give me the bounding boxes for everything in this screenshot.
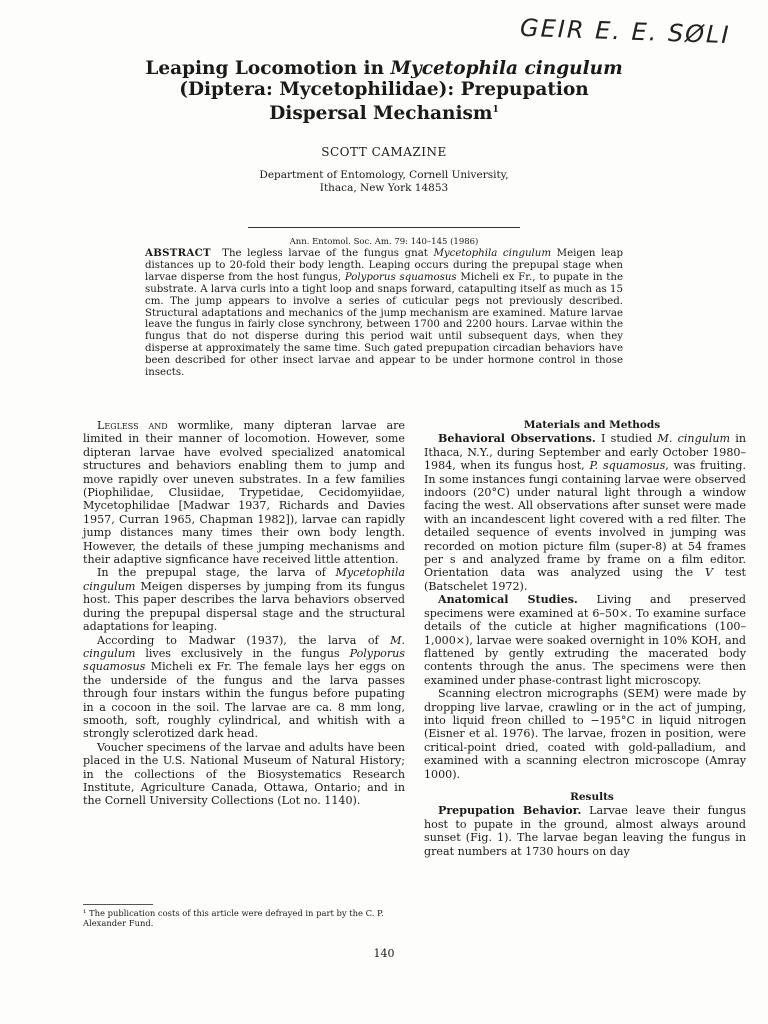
handwritten-owner-note: GEIR E. E. SØLI <box>519 13 731 50</box>
title-line1-prefix: Leaping Locomotion in <box>145 58 391 79</box>
prepupation-behavior-head: Prepupation Behavior. <box>438 804 582 818</box>
footnote-rule <box>83 904 153 905</box>
intro-paragraph-4: Voucher specimens of the larvae and adults have been placed in the U.S. National Museum of Natural History; in the collections of the Biosystematics Research Institute, Agriculture Canada, Ottawa, Ontario; and in the Cornell University Collections (Lot no. 1140). <box>83 740 405 808</box>
section-heading-results: Results <box>570 790 614 803</box>
intro-species-3a: M. cingulum <box>83 633 405 660</box>
intro-paragraph-3 <box>83 634 405 741</box>
journal-citation: Ann. Entomol. Soc. Am. 79: 140–145 (1986) <box>289 237 479 247</box>
title-line3: Dispersal Mechanism <box>269 103 493 125</box>
methods-anatomical-paragraph <box>424 593 746 687</box>
methods-sem-paragraph: Scanning electron micrographs (SEM) were made by dropping live larvae, crawling or in the act of jumping, into liquid freon chilled to −195°C in liquid nitrogen (Eisner et al. 1976). The larvae, frozen in position, were critical-point dried, coated with gold-palladium, and examined with a scanning electron microscope (Amray 1000). <box>424 687 746 781</box>
intro-text-3b: lives exclusively in the fungus <box>135 646 350 660</box>
abstract-label: ABSTRACT <box>145 247 211 259</box>
header-rule <box>248 227 520 228</box>
intro-species-3b: Polyporus squamosus <box>83 646 405 674</box>
behav-text-d: test (Batschelet 1972). <box>424 566 747 593</box>
behav-text-b: in Ithaca, N.Y., during September and early October 1980–1984, when its fungus host, <box>424 432 746 473</box>
intro-lead-in: Legless and <box>97 419 168 432</box>
affiliation-line1: Department of Entomology, Cornell University, <box>259 169 509 181</box>
behavioral-observations-head: Behavioral Observations. <box>438 432 596 446</box>
abstract-species-2: Polyporus squamosus <box>344 271 457 283</box>
title-line2: (Diptera: Mycetophilidae): Prepupation <box>179 79 589 100</box>
prep-text: Larvae leave their fungus host to pupate in the ground, almost always around sunset (Fig. 1). The larvae began leaving the fungus in great numbers at 1730 hours on day <box>424 804 746 858</box>
title-species: Mycetophila cingulum <box>390 58 623 79</box>
results-prepupation-paragraph <box>424 804 746 858</box>
behav-v-test: V <box>704 566 713 580</box>
intro-paragraph-2 <box>83 566 405 633</box>
abstract-text-1: The legless larvae of the fungus gnat <box>222 248 434 259</box>
behav-species-2: P. squamosus <box>589 459 666 473</box>
anatomical-studies-head: Anatomical Studies. <box>438 593 578 607</box>
footnote: ¹ The publication costs of this article were defrayed in part by the C. P. Alexander Fund. <box>83 908 384 928</box>
page-number: 140 <box>373 947 395 960</box>
intro-text-3a: According to Madwar (1937), the larva of <box>97 633 391 647</box>
abstract <box>145 248 623 379</box>
affiliation-line2: Ithaca, New York 14853 <box>319 182 449 194</box>
section-heading-methods: Materials and Methods <box>523 419 661 431</box>
right-column <box>424 419 746 858</box>
abstract-species-1: Mycetophila cingulum <box>433 248 552 259</box>
left-column <box>83 419 405 808</box>
intro-text-2b: Meigen disperses by jumping from its fungus host. This paper describes the larva behaviors observed during the prepupal dispersal stage and the structural adaptations for leaping. <box>83 579 405 634</box>
title-footnote-mark: 1 <box>492 105 499 115</box>
behav-text-c: , was fruiting. In some instances fungi containing larvae were observed indoors (20°C) under natural light through a window facing the west. All observations after sunset were made with an incandescent light covered with a red filter. The detailed sequence of events involved in jumping was recorded on motion picture film (super-8) at 54 frames per s and analyzed frame by frame on a film editor. Orientation data was analyzed using the <box>424 459 747 580</box>
intro-text-2a: In the prepupal stage, the larva of <box>97 566 336 580</box>
author-affiliation <box>120 169 648 195</box>
intro-species-2: Mycetophila cingulum <box>83 566 405 593</box>
methods-behavioral-paragraph <box>424 432 746 593</box>
author-name: SCOTT CAMAZINE <box>321 145 447 159</box>
behav-species-1: M. cingulum <box>657 432 731 446</box>
anat-text: Living and preserved specimens were examined at 6–50×. To examine surface details of the cuticle at higher magnifications (100–1,000×), larvae were soaked overnight in 10% KOH, and flattened by gently extruding the macerated body contents through the anus. The specimens were then examined under phase-contrast light microscopy. <box>424 593 746 687</box>
intro-text-1: wormlike, many dipteran larvae are limited in their manner of locomotion. However, some dipteran larvae have evolved specialized anatomical structures and behaviors enabling them to jump and move rapidly over uneven substrates. In a few families (Piophilidae, Clusiidae, Trypetidae, Cecidomyiidae, Mycetophilidae [Madwar 1937, Richards and Davies 1957, Curran 1965, Chapman 1982]), larvae can rapidly jump distances many times their own body length. However, the details of these jumping mechanisms and their adaptive signficance have received little attention. <box>83 419 405 567</box>
article-title <box>120 58 648 124</box>
abstract-text-3: Micheli ex Fr., to pupate in the substrate. A larva curls into a tight loop and snaps forward, catapulting itself as much as 15 cm. The jump appears to involve a series of cuticular pegs not previously described. Structural adaptations and mechanics of the jump mechanism are examined. Mature larvae leave the fungus in fairly close synchrony, between 1700 and 2200 hours. Larvae within the fungus that do not disperse during this period wait until subsequent days, when they disperse at approximately the same time. Such gated prepupation circadian behaviors have been described for other insect larvae and appear to be under hormone control in those insects. <box>145 271 623 379</box>
behav-text-a: I studied <box>595 432 658 446</box>
abstract-text-2: Meigen leap distances up to 20-fold their body length. Leaping occurs during the prepupal stage when larvae disperse from the host fungus, <box>145 248 623 283</box>
intro-paragraph-1 <box>83 419 405 566</box>
intro-text-3c: Micheli ex Fr. The female lays her eggs on the underside of the fungus and the larva passes through four instars within the fungus before pupating in a cocoon in the soil. The larvae are ca. 8 mm long, smooth, soft, roughly cylindrical, and whitish with a strongly sclerotized dark head. <box>83 660 405 741</box>
